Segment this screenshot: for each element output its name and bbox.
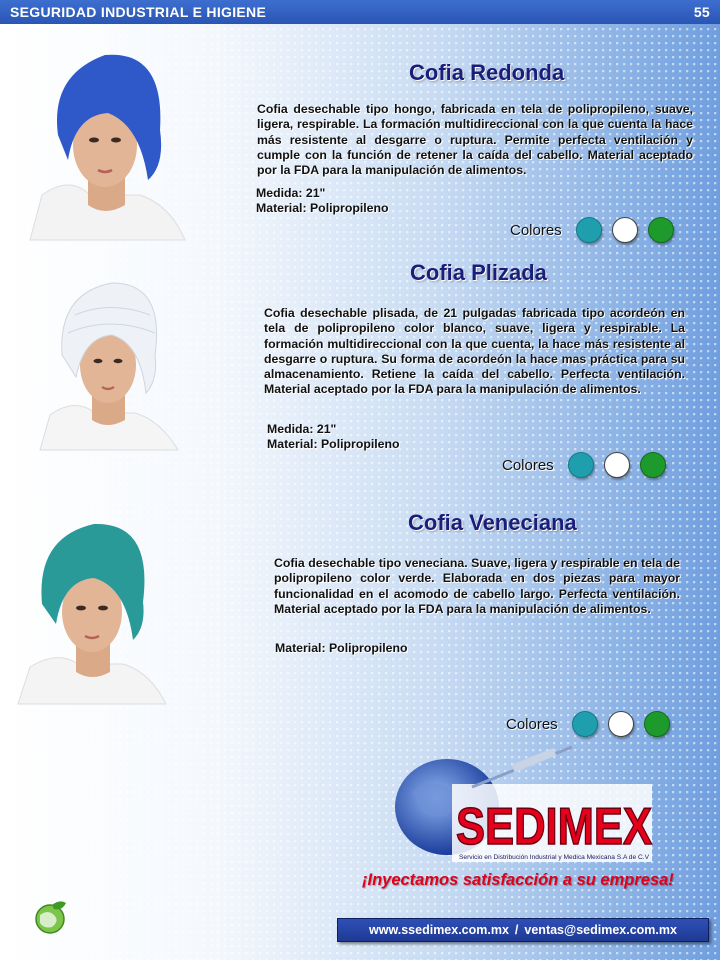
product-description: Cofia desechable plisada, de 21 pulgadas fabricada tipo acordeón en tela de polipropileno color blanco, suave, ligera y respirable. La formación multidireccional con la que cuenta, la hace más resistente al desgarre o ruptura. Su forma de acordeón la hace mas práctica para su almacenamiento. Retiene la caída del cabello. Perfecta ventilación. Material aceptado por la FDA para la manipulación de alimentos. bbox=[264, 306, 685, 397]
page-number: 55 bbox=[693, 4, 710, 20]
product-medida: Medida: 21" bbox=[256, 186, 326, 200]
brand-tagline: Servicio en Distribución Industrial y Medica Mexicana S.A de C.V bbox=[459, 854, 650, 861]
product-photo-plizada bbox=[40, 275, 180, 450]
color-swatches bbox=[510, 217, 684, 243]
swatch-teal[interactable] bbox=[576, 217, 602, 243]
product-photo-veneciana bbox=[18, 512, 168, 704]
product-medida: Medida: 21" bbox=[267, 422, 337, 436]
swatch-white[interactable] bbox=[612, 217, 638, 243]
email-link[interactable]: ventas@sedimex.com.mx bbox=[524, 923, 677, 937]
color-swatches bbox=[502, 452, 676, 478]
footer-separator: / bbox=[514, 923, 519, 937]
contact-footer bbox=[337, 918, 709, 942]
product-material: Material: Polipropileno bbox=[256, 201, 389, 215]
product-description: Cofia desechable tipo veneciana. Suave, ligera y respirable en tela de polipropileno color verde. Elaborada en dos piezas para mayor funcionalidad en el acomodo de cabello largo. Perfecta ventilación. Material aceptado por la FDA para la manipulación de alimentos. bbox=[274, 556, 680, 616]
colores-label: Colores bbox=[502, 456, 554, 474]
slogan: ¡Inyectamos satisfacción a su empresa! bbox=[362, 871, 674, 889]
swatch-teal[interactable] bbox=[572, 711, 598, 737]
swatch-green[interactable] bbox=[648, 217, 674, 243]
product-description: Cofia desechable tipo hongo, fabricada en tela de polipropileno, suave, ligera, respirable. La formación multidireccional con la que cuenta la hace más resistente al desgarre o ruptura. Permite perfecta ventilación y cumple con la función de retener la caída del cabello. Material aceptado por la FDA para la manipulación de alimentos. bbox=[257, 102, 693, 178]
eco-globe-icon bbox=[30, 897, 70, 937]
swatch-green[interactable] bbox=[644, 711, 670, 737]
brand-name: SEDIMEX bbox=[456, 798, 653, 856]
product-photo-redonda bbox=[30, 45, 190, 240]
swatch-teal[interactable] bbox=[568, 452, 594, 478]
swatch-green[interactable] bbox=[640, 452, 666, 478]
color-swatches bbox=[506, 711, 680, 737]
swatch-white[interactable] bbox=[604, 452, 630, 478]
colores-label: Colores bbox=[510, 221, 562, 239]
colores-label: Colores bbox=[506, 715, 558, 733]
website-link[interactable]: www.ssedimex.com.mx bbox=[369, 923, 509, 937]
product-title: Cofia Redonda bbox=[409, 60, 565, 85]
product-title: Cofia Plizada bbox=[410, 260, 547, 285]
product-material: Material: Polipropileno bbox=[267, 437, 400, 451]
section-title: SEGURIDAD INDUSTRIAL E HIGIENE bbox=[10, 4, 267, 20]
sedimex-logo bbox=[392, 752, 662, 867]
product-material: Material: Polipropileno bbox=[275, 641, 408, 655]
product-title: Cofia Veneciana bbox=[408, 510, 577, 535]
swatch-white[interactable] bbox=[608, 711, 634, 737]
page-header bbox=[0, 0, 720, 24]
